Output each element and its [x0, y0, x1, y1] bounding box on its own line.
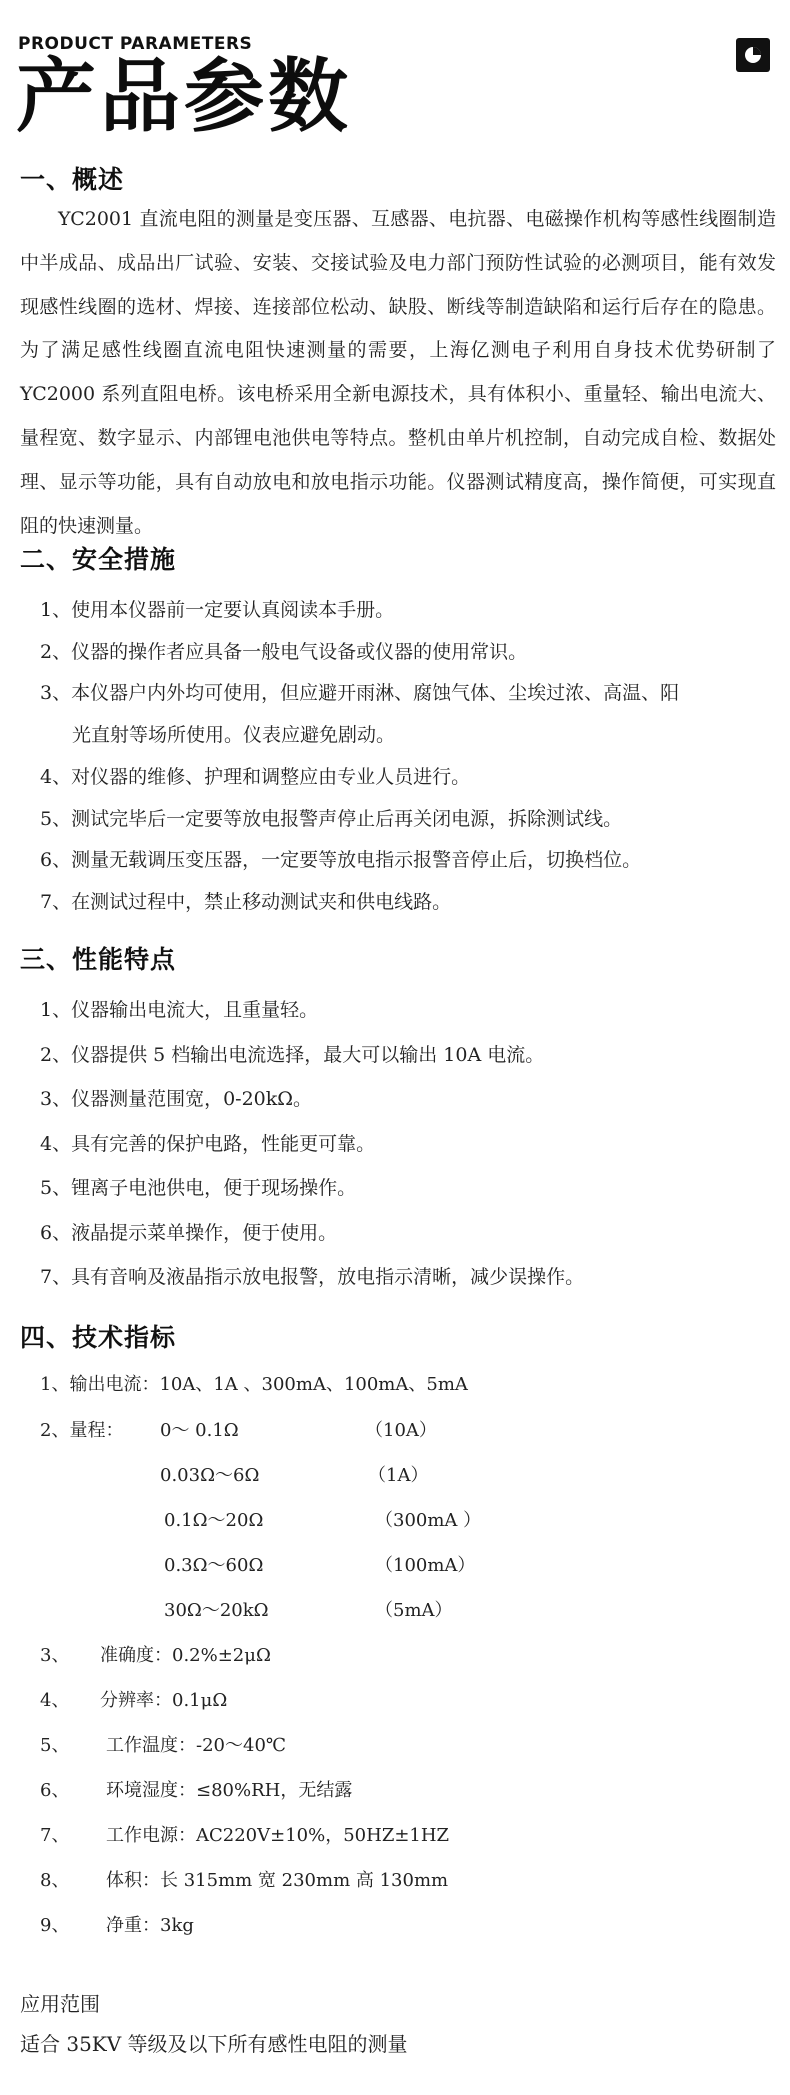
spec-item: [40, 1731, 287, 1757]
spec-item-text: 工作温度：-20～40℃: [106, 1735, 287, 1756]
spec-item-number: 6、: [40, 1780, 70, 1801]
spec-item-number: 7、: [40, 1825, 70, 1846]
spec-item-text: 体积：长 315mm 宽 230mm 高 130mm: [106, 1870, 449, 1891]
spec-item: [40, 1776, 353, 1802]
spec-item: [40, 1641, 271, 1667]
range-value: 0.1Ω～20Ω: [164, 1510, 264, 1531]
spec-range-row: [164, 1596, 453, 1622]
spec-range-label: 2、量程：: [40, 1420, 124, 1441]
spec-item-number: 4、: [40, 1690, 70, 1711]
overview-text: YC2001 直流电阻的测量是变压器、互感器、电抗器、电磁操作机构等感性线圈制造中半成品、成品出厂试验、安装、交接试验及电力部门预防性试验的必测项目，能有效发现感性线圈的选材、焊接、连接部位松动、缺股、断线等制造缺陷和运行后存在的隐患。为了满足感性线圈直流电阻快速测量的需要，上海亿测电子利用自身技术优势研制了 YC2000 系列直阻电桥。该电桥采用全新电源技术，具有体积小、重量轻、输出电流大、量程宽、数字显示、内部锂电池供电等特点。整机由单片机控制，自动完成自检、数据处理、显示等功能，具有自动放电和放电指示功能。仪器测试精度高，操作简便，可实现直阻的快速测量。: [20, 208, 776, 537]
list-item: 5、锂离子电池供电，便于现场操作。: [40, 1177, 357, 1199]
range-value: 30Ω～20kΩ: [164, 1600, 269, 1621]
spec-item-number: 9、: [40, 1915, 70, 1936]
spec-output-current: 1、输出电流：10A、1A 、300mA、100mA、5mA: [40, 1374, 468, 1395]
list-item: 5、测试完毕后一定要等放电报警声停止后再关闭电源，拆除测试线。: [40, 807, 623, 830]
list-item: 7、在测试过程中，禁止移动测试夹和供电线路。: [40, 890, 452, 913]
application-text: 适合 35KV 等级及以下所有感性电阻的测量: [20, 2032, 408, 2056]
spec-item: [40, 1686, 228, 1712]
list-item: 7、具有音响及液晶指示放电报警，放电指示清晰，减少误操作。: [40, 1266, 585, 1288]
list-item: 1、仪器输出电流大，且重量轻。: [40, 999, 319, 1021]
spec-item-text: 准确度：0.2%±2μΩ: [100, 1645, 271, 1666]
list-item: 3、仪器测量范围宽，0-20kΩ。: [40, 1088, 313, 1110]
spec-item-number: 3、: [40, 1645, 70, 1666]
safety-list: [40, 590, 776, 924]
list-item: 3、本仪器户内外均可使用，但应避开雨淋、腐蚀气体、尘埃过浓、高温、阳: [40, 682, 680, 705]
spec-item-number: 5、: [40, 1735, 70, 1756]
section-heading-features: 三、性能特点: [20, 945, 177, 974]
spec-item-text: 环境湿度：≤80%RH，无结露: [106, 1780, 353, 1801]
spec-item: [40, 1866, 449, 1892]
range-current: （10A）: [365, 1420, 437, 1441]
section-heading-safety: 二、安全措施: [20, 545, 177, 574]
spec-range-row: [160, 1461, 429, 1487]
list-item: 2、仪器提供 5 档输出电流选择，最大可以输出 10A 电流。: [40, 1043, 545, 1066]
spec-range-row: [164, 1551, 476, 1577]
range-value: 0～ 0.1Ω: [160, 1420, 239, 1441]
range-current: （5mA）: [375, 1600, 453, 1621]
spec-item-text: 净重：3kg: [106, 1915, 194, 1936]
range-value: 0.3Ω～60Ω: [164, 1555, 264, 1576]
range-current: （100mA）: [375, 1555, 476, 1576]
list-item: 6、液晶提示菜单操作，便于使用。: [40, 1221, 338, 1244]
application-heading: 应用范围: [20, 1992, 100, 2016]
spec-range-row: [160, 1416, 437, 1442]
range-current: （300mA ）: [375, 1510, 482, 1531]
list-item: 6、测量无载调压变压器，一定要等放电指示报警音停止后，切换档位。: [40, 849, 642, 872]
range-value: 0.03Ω～6Ω: [160, 1465, 260, 1486]
list-item-continuation: [40, 715, 776, 757]
list-item: 4、对仪器的维修、护理和调整应由专业人员进行。: [40, 765, 471, 788]
pie-chart-icon: [736, 38, 770, 72]
spec-item: [40, 1911, 194, 1937]
list-item: 1、使用本仪器前一定要认真阅读本手册。: [40, 599, 395, 621]
spec-range-row: [164, 1506, 482, 1532]
features-list: [40, 988, 776, 1300]
spec-item-number: 8、: [40, 1870, 70, 1891]
spec-item-text: 分辨率：0.1μΩ: [100, 1690, 228, 1711]
list-item: 2、仪器的操作者应具备一般电气设备或仪器的使用常识。: [40, 640, 528, 663]
range-current: （1A）: [368, 1465, 429, 1486]
section-heading-specs: 四、技术指标: [20, 1323, 177, 1352]
page-title: 产品参数: [16, 50, 352, 143]
list-item: 4、具有完善的保护电路，性能更可靠。: [40, 1132, 376, 1155]
spec-item-text: 工作电源：AC220V±10%，50HZ±1HZ: [106, 1825, 450, 1846]
list-item-continuation-text: 光直射等场所使用。仪表应避免剧动。: [72, 724, 396, 747]
section-heading-overview: 一、概述: [20, 165, 125, 194]
overview-paragraph: [20, 198, 776, 548]
spec-item: [40, 1821, 450, 1847]
eyebrow-label: PRODUCT PARAMETERS: [18, 34, 253, 54]
